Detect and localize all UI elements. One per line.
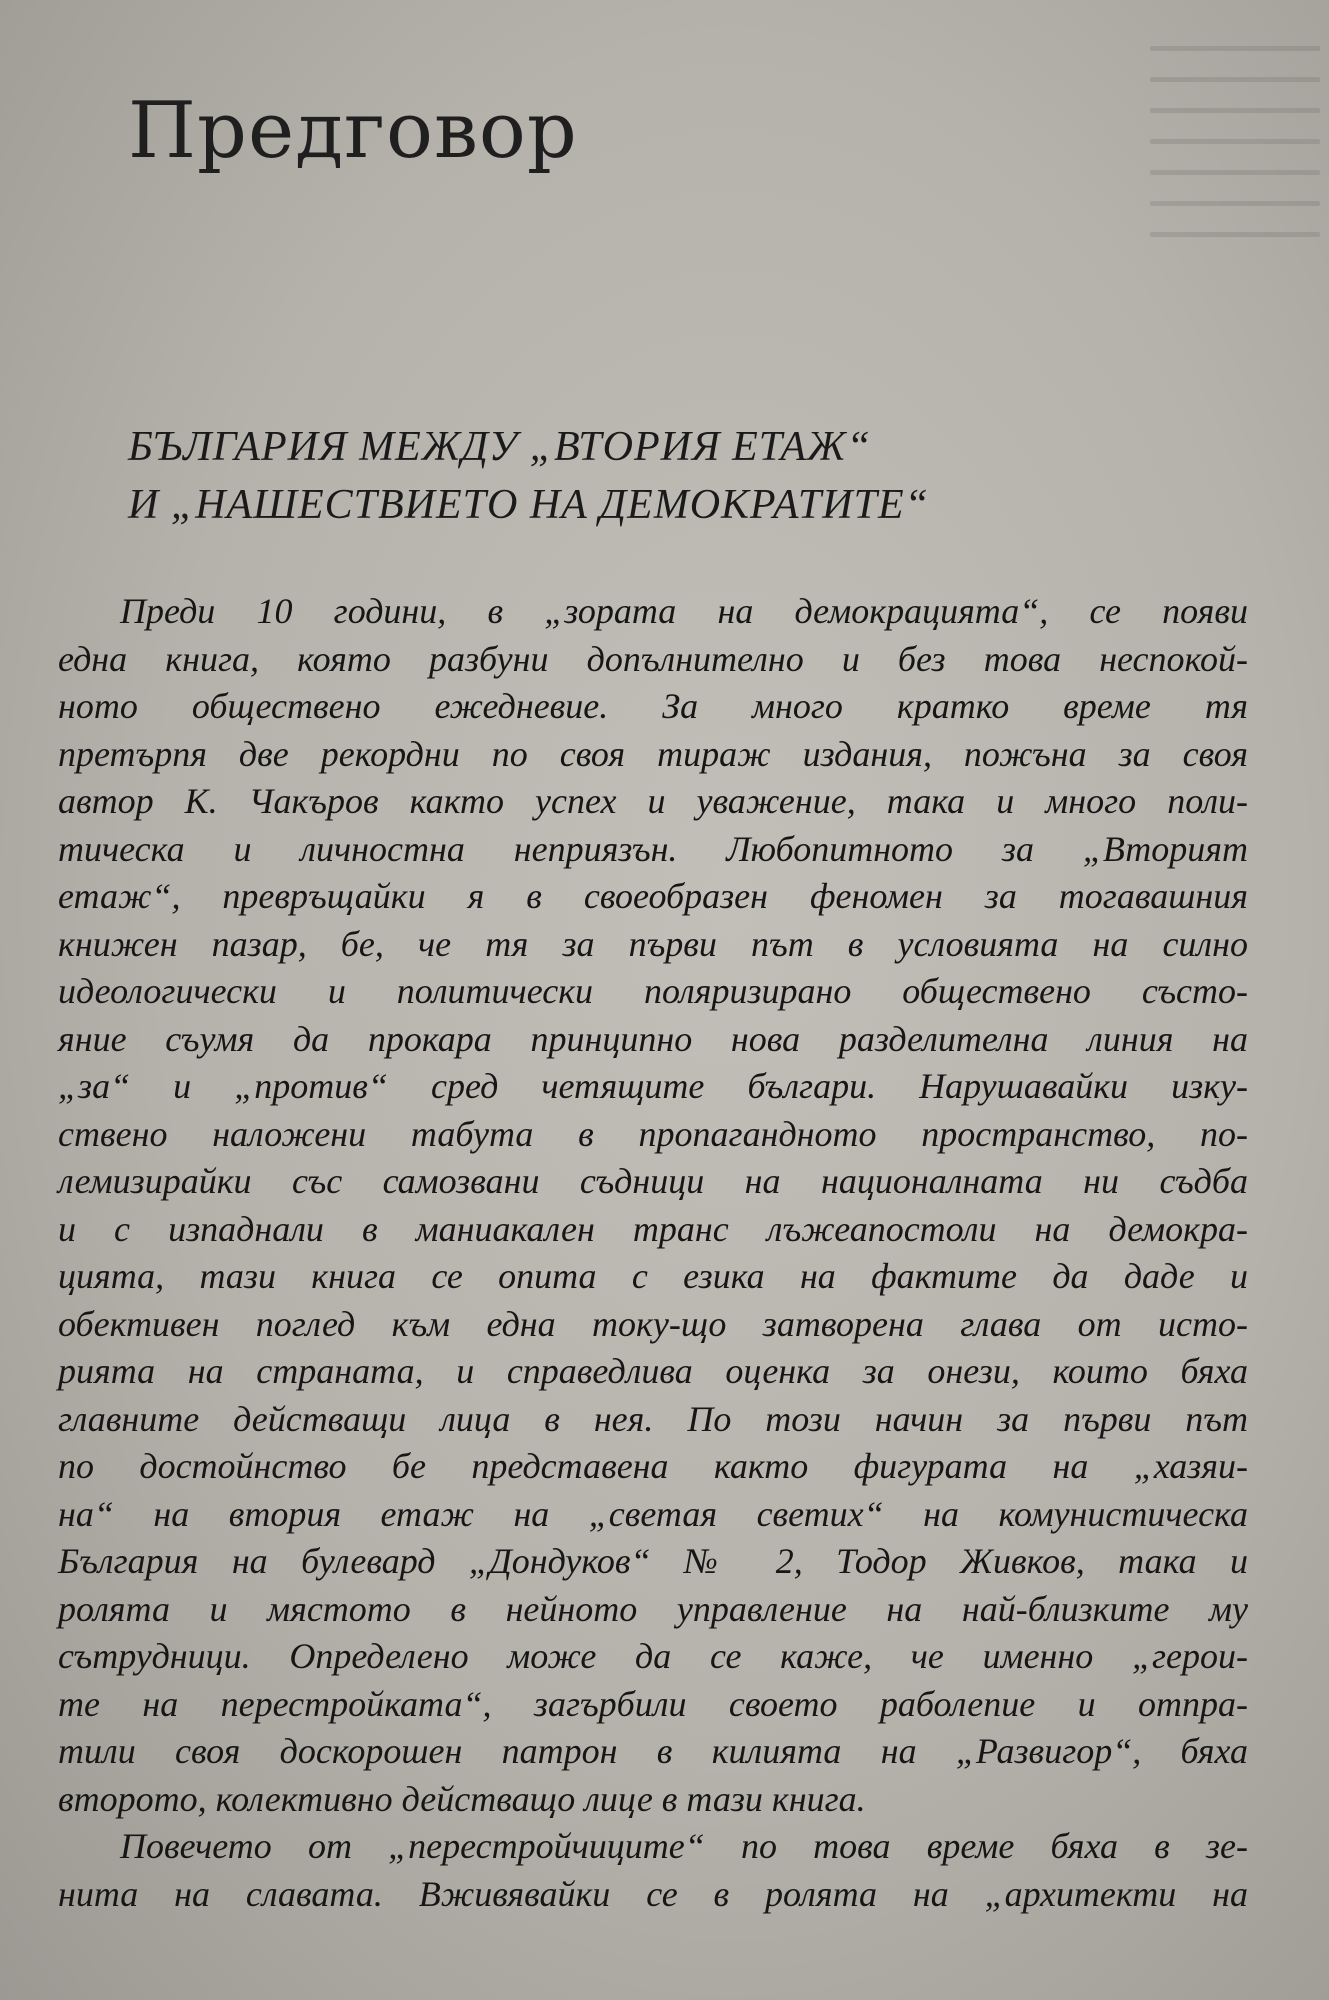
body-line: тическа и личностна неприязън. Любопитното за „Вторият [58,828,1248,869]
body-line: второто, колективно действащо лице в тази книга. [58,1778,866,1819]
body-line: книжен пазар, бе, че тя за първи път в условията на силно [58,923,1248,964]
section-heading-line: И „НАШЕСТВИЕТО НА ДЕМОКРАТИТЕ“ [128,482,929,528]
show-through-text [1150,20,1320,320]
section-heading [128,418,1208,534]
body-line: главните действащи лица в нея. По този начин за първи път [58,1398,1248,1439]
body-line: обективен поглед към една току-що затворена глава от исто- [58,1303,1248,1344]
body-line: ствено наложени табута в пропагандното пространство, по- [58,1113,1248,1154]
body-line: етаж“, превръщайки я в своеобразен феномен за тогавашния [58,876,1248,916]
body-line: лемизирайки със самозвани съдници на националната ни съдба [58,1161,1248,1201]
body-line: рията на страната, и справедлива оценка за онези, които бяха [58,1351,1248,1391]
body-line: нита на славата. Вживявайки се в ролята на „архитекти на [58,1873,1248,1914]
body-line: по достойнство бе представена както фигурата на „хазяи- [58,1446,1248,1486]
body-line: „за“ и „против“ сред четящите българи. Нарушавайки изку- [58,1066,1248,1106]
body-line: автор К. Чакъров както успех и уважение, така и много поли- [58,781,1248,821]
body-line: идеологически и политически поляризирано обществено състо- [58,971,1248,1011]
body-line: ното обществено ежедневие. За много кратко време тя [58,686,1248,726]
body-line: те на перестройката“, загърбили своето раболепие и отпра- [58,1683,1248,1724]
body-line: ролята и мястото в нейното управление на най-близките му [58,1588,1248,1629]
body-line: една книга, която разбуни допълнително и без това неспокой- [58,638,1248,679]
body-line: България на булевард „Дондуков“ № 2, Тодор Живков, така и [58,1541,1248,1581]
body-line: сътрудници. Определено може да се каже, че именно „герои- [58,1636,1248,1676]
body-line: яние съумя да прокара принципно нова разделителна линия на [58,1018,1248,1059]
chapter-title: Предговор [128,86,578,176]
body-text [58,588,1248,1918]
body-line: Повечето от „перестройчиците“ по това време бяха в зе- [120,1826,1248,1866]
body-line: Преди 10 години, в „зората на демокрацията“, се появи [120,591,1248,631]
section-heading-line: БЪЛГАРИЯ МЕЖДУ „ВТОРИЯ ЕТАЖ“ [128,424,871,470]
body-line: претърпя две рекордни по своя тираж издания, пожъна за своя [58,733,1248,774]
body-line: тили своя доскорошен патрон в килията на „Развигор“, бяха [58,1731,1248,1771]
body-line: и с изпаднали в маниакален транс лъжеапостоли на демокра- [58,1208,1248,1249]
body-line: на“ на втория етаж на „светая светих“ на комунистическа [58,1493,1248,1534]
body-line: цията, тази книга се опита с езика на фактите да даде и [58,1256,1248,1296]
